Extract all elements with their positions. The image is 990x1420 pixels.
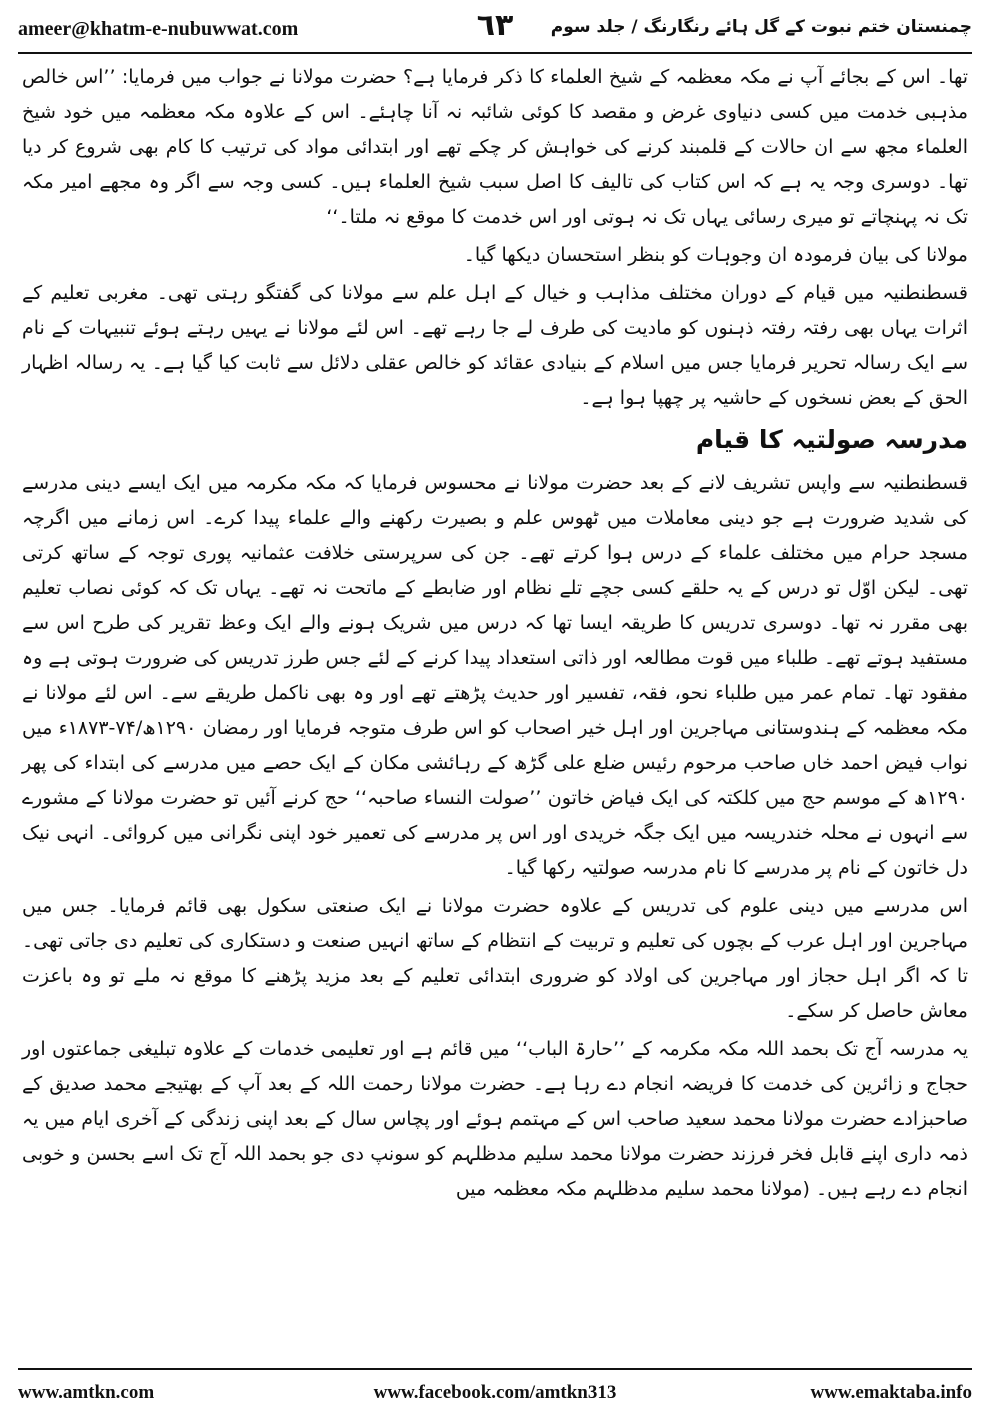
footer-link-amtkn[interactable]: www.amtkn.com (18, 1382, 155, 1403)
paragraph: قسطنطنیہ میں قیام کے دوران مختلف مذاہب و خیال کے اہل علم سے مولانا کی گفتگو رہتی تھی۔ مغربی تعلیم کے اثرات یہاں بھی رفتہ رفتہ ذہنوں کو مادیت کی طرف لے جا رہے تھے۔ اس لئے مولانا نے یہیں رہتے ہوئے تنبیہات کے نام سے ایک رسالہ تحریر فرمایا جس میں اسلام کے بنیادی عقائد کو خالص عقلی دلائل سے ثابت کیا گیا ہے۔ یہ رسالہ اظہار الحق کے بعض نسخوں کے حاشیہ پر چھپا ہوا ہے۔ (22, 282, 968, 409)
section-heading: مدرسہ صولتیہ کا قیام (695, 425, 968, 454)
header-divider (18, 52, 972, 54)
paragraph: قسطنطنیہ سے واپس تشریف لانے کے بعد حضرت مولانا نے محسوس فرمایا کہ مکہ مکرمہ میں ایک ایسے دینی مدرسے کی شدید ضرورت ہے جو دینی معاملات میں ٹھوس علم و بصیرت رکھنے والے علماء پیدا کرے۔ اس زمانے میں اگرچہ مسجد حرام میں مختلف علماء کے درس ہوا کرتے تھے۔ جن کی سرپرستی خلافت عثمانیہ پوری توجہ کے ساتھ کرتی تھی۔ لیکن اوّل تو درس کے یہ حلقے کسی جچے تلے نظام اور ضابطے کے ماتحت نہ تھے۔ یہاں تک کہ کوئی نصاب تعلیم بھی مقرر نہ تھا۔ دوسری تدریس کا طریقہ ایسا تھا کہ درس میں شریک ہونے والے ایک وعظ تقریر کی طرح اس سے مستفید ہوتے تھے۔ طلباء میں قوت مطالعہ اور ذاتی استعداد پیدا کرنے کے لئے جس طرز تدریس کی ضرورت ہوتی ہے وہ مفقود تھا۔ تمام عمر میں طلباء نحو، فقہ، تفسیر اور حدیث پڑھتے تھے اور وہ بھی ناکمل طریقے سے۔ اس لئے مولانا نے مکہ معظمہ کے ہندوستانی مہاجرین اور اہل خیر اصحاب کو اس طرف متوجہ فرمایا اور رمضان ۱۲۹۰ھ/۷۴-۱۸۷۳ء میں نواب فیض احمد خاں صاحب مرحوم رئیس ضلع علی گڑھ کے رہائشی مکان کے ایک حصے میں مدرسے کی ابتداء کی پھر ۱۲۹۰ھ کے موسم حج میں کلکتہ کی ایک فیاض خاتون ’’صولت النساء صاحبہ‘‘ حج کرنے آئیں تو حضرت مولانا کے مشورے سے انہوں نے محلہ خندریسہ میں ایک جگہ خریدی اور اس پر مدرسے کی تعمیر خود اپنی نگرانی میں کروائی۔ انہی نیک دل خاتون کے نام پر مدرسے کا نام مدرسہ صولتیہ رکھا گیا۔ (22, 472, 968, 879)
paragraph: مولانا کی بیان فرمودہ ان وجوہات کو بنظر استحسان دیکھا گیا۔ (463, 244, 968, 266)
page-number: ٦٣ (476, 8, 514, 43)
header-email: ameer@khatm-e-nubuwwat.com (18, 18, 299, 40)
page-body (22, 60, 968, 1358)
footer-link-emaktaba[interactable]: www.emaktaba.info (810, 1382, 972, 1403)
page-header (18, 8, 972, 48)
footer-link-facebook[interactable]: www.facebook.com/amtkn313 (373, 1382, 617, 1403)
paragraph: تھا۔ اس کے بجائے آپ نے مکہ معظمہ کے شیخ العلماء کا ذکر فرمایا ہے؟ حضرت مولانا نے جواب میں فرمایا: ’’اس خالص مذہبی خدمت میں کسی دنیاوی غرض و مقصد کا کوئی شائبہ نہ آنا چاہئے۔ اس کے علاوہ مکہ معظمہ میں خود شیخ العلماء مجھ سے ان حالات کے قلمبند کرنے کی خواہش کر چکے تھے اور ابتدائی مواد کی ترتیب کا کام بھی شروع کر دیا تھا۔ دوسری وجہ یہ ہے کہ اس کتاب کی تالیف کا اصل سبب شیخ العلماء ہیں۔ کسی وجہ سے اگر وہ مجھے امیر مکہ تک نہ پہنچاتے تو میری رسائی یہاں تک نہ ہوتی اور اس خدمت کا موقع نہ ملتا۔‘‘ (22, 66, 968, 228)
paragraph: اس مدرسے میں دینی علوم کی تدریس کے علاوہ حضرت مولانا نے ایک صنعتی سکول بھی قائم فرمایا۔ جس میں مہاجرین اور اہل عرب کے بچوں کی تعلیم و تربیت کے انتظام کے ساتھ انہیں صنعت و دستکاری کی تعلیم دی جاتی تھی۔ تا کہ اگر اہل حجاز اور مہاجرین کی اولاد کو ضروری ابتدائی تعلیم کے بعد مزید پڑھنے کا موقع نہ ملے تو وہ باعزت معاش حاصل کر سکے۔ (22, 895, 968, 1022)
paragraph: یہ مدرسہ آج تک بحمد اللہ مکہ مکرمہ کے ’’حارۃ الباب‘‘ میں قائم ہے اور تعلیمی خدمات کے علاوہ تبلیغی جماعتوں اور حجاج و زائرین کی خدمت کا فریضہ انجام دے رہا ہے۔ حضرت مولانا رحمت اللہ کے بعد آپ کے بھتیجے محمد صدیق کے صاحبزادے حضرت مولانا محمد سعید صاحب اس کے مہتمم ہوئے اور پچاس سال کے بعد اپنی زندگی کے آخری ایام میں یہ ذمہ داری اپنے قابل فخر فرزند حضرت مولانا محمد سلیم مدظلہم کو سونپ دی جو بحمد اللہ آج تک اسے بحسن و خوبی انجام دے رہے ہیں۔ (مولانا محمد سلیم مدظلہم مکہ معظمہ میں (22, 1038, 968, 1200)
page-footer (18, 1378, 972, 1408)
footer-divider (18, 1368, 972, 1370)
book-title: چمنستان ختم نبوت کے گل ہائے رنگارنگ / جلد سوم (550, 17, 972, 37)
